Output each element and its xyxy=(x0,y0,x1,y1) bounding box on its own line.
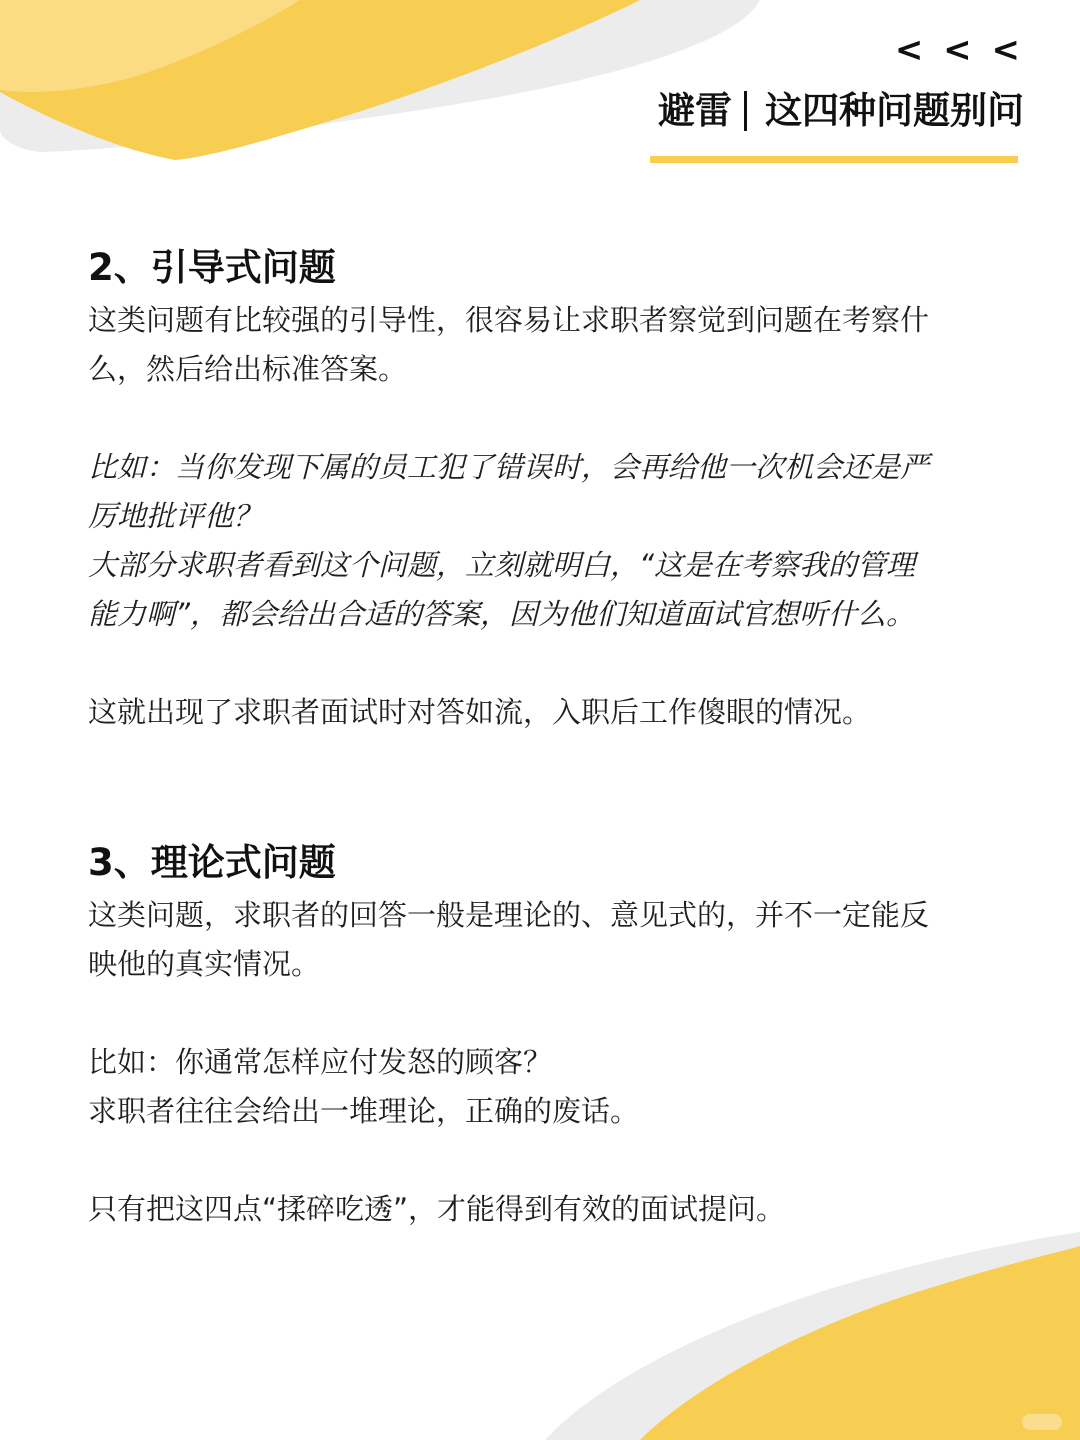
title-row xyxy=(658,88,1024,134)
example-line: 求职者往往会给出一堆理论，正确的废话。 xyxy=(88,1094,640,1128)
article-content xyxy=(88,240,988,1234)
example-line: 厉地批评他？ xyxy=(88,499,263,533)
section-theoretical-questions xyxy=(88,835,988,1234)
example-line: 比如：你通常怎样应付发怒的顾客？ xyxy=(88,1045,553,1079)
section-heading: 2、引导式问题 xyxy=(88,246,336,289)
example-line: 大部分求职者看到这个问题，立刻就明白，“这是在考察我的管理 xyxy=(88,548,916,582)
chevrons-icon: < < < xyxy=(894,30,1024,70)
section-heading: 3、理论式问题 xyxy=(88,841,336,884)
spacer xyxy=(88,737,988,835)
title-underline xyxy=(650,156,1018,163)
example-line: 能力啊”，都会给出合适的答案，因为他们知道面试官想听什么。 xyxy=(88,597,916,631)
title-divider xyxy=(744,91,747,131)
intro-line: 这类问题有比较强的引导性，很容易让求职者察觉到问题在考察什 xyxy=(88,303,930,337)
conclusion-line: 这就出现了求职者面试时对答如流，入职后工作傻眼的情况。 xyxy=(88,695,872,729)
intro-line: 映他的真实情况。 xyxy=(88,947,321,981)
page-title: 这四种问题别问 xyxy=(765,89,1024,132)
intro-line: 这类问题，求职者的回答一般是理论的、意见式的，并不一定能反 xyxy=(88,898,930,932)
intro-line: 么，然后给出标准答案。 xyxy=(88,352,408,386)
header xyxy=(644,30,1024,170)
example-line: 比如：当你发现下属的员工犯了错误时，会再给他一次机会还是严 xyxy=(88,450,930,484)
spacer xyxy=(88,394,988,443)
watermark xyxy=(1022,1414,1062,1430)
header-category: 避雷 xyxy=(658,89,732,132)
spacer xyxy=(88,1136,988,1185)
spacer xyxy=(88,639,988,688)
conclusion-line: 只有把这四点“揉碎吃透”，才能得到有效的面试提问。 xyxy=(88,1192,786,1226)
spacer xyxy=(88,989,988,1038)
section-guided-questions xyxy=(88,240,988,737)
